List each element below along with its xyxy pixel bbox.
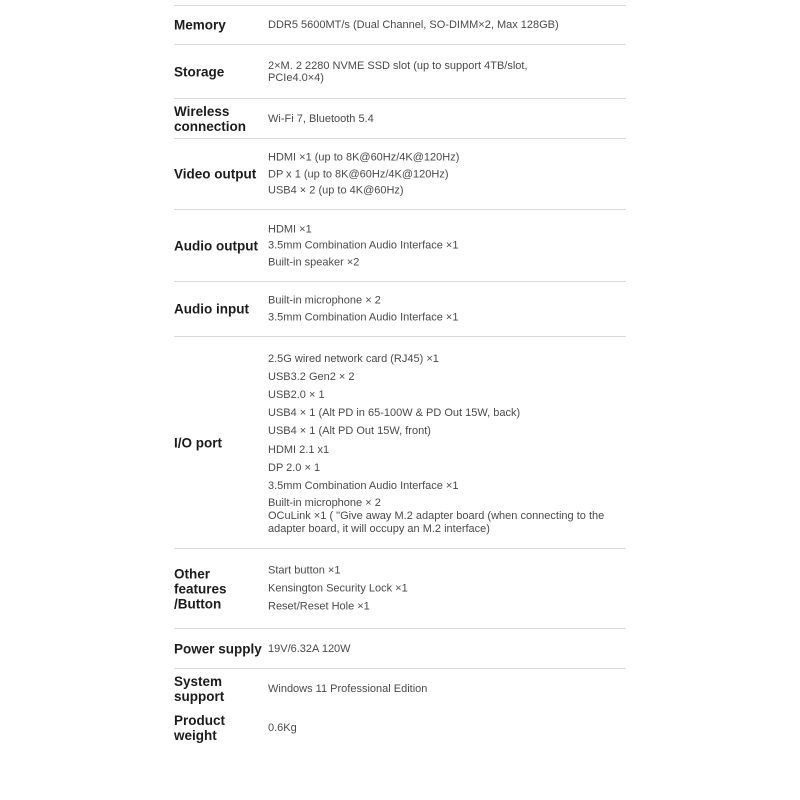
spec-label: Audio output (174, 238, 258, 253)
spec-value: 3.5mm Combination Audio Interface ×1 (268, 480, 459, 493)
spec-row-storage (174, 45, 626, 99)
spec-value: USB4 × 1 (Alt PD Out 15W, front) (268, 425, 431, 438)
spec-label: Power supply (174, 641, 262, 656)
spec-label: Product weight (174, 713, 226, 743)
spec-value: Reset/Reset Hole ×1 (268, 600, 370, 613)
spec-label: Other features /Button (174, 566, 227, 611)
spec-value: Start button ×1 (268, 564, 341, 577)
spec-label: Storage (174, 64, 225, 79)
spec-values (268, 60, 626, 84)
spec-row-wireless (174, 99, 626, 139)
spec-value: 3.5mm Combination Audio Interface ×1 (268, 311, 459, 323)
spec-values (268, 681, 626, 698)
spec-row-audio-input (174, 282, 626, 337)
spec-row-product-weight (174, 709, 626, 747)
spec-label: Wireless connection (174, 103, 247, 134)
spec-value: 19V/6.32A 120W (268, 642, 351, 655)
spec-row-video-output (174, 139, 626, 210)
spec-row-other-features (174, 549, 626, 629)
spec-label: I/O port (174, 435, 222, 450)
spec-value: OCuLink ×1 ( "Give away M.2 adapter board (when connecting to the adapter board, it will occupy an M.2 interface) (268, 510, 605, 535)
spec-values (268, 221, 626, 271)
spec-label: Video output (174, 166, 257, 182)
spec-table (174, 5, 626, 747)
spec-value: HDMI ×1 (268, 222, 312, 235)
spec-value: Built-in speaker ×2 (268, 255, 360, 268)
spec-label: Audio input (174, 301, 249, 317)
spec-value: DP 2.0 × 1 (268, 461, 321, 474)
spec-value: 0.6Kg (268, 721, 297, 734)
spec-values (268, 561, 626, 616)
spec-value: 2.5G wired network card (RJ45) ×1 (268, 352, 439, 365)
spec-value: DDR5 5600MT/s (Dual Channel, SO-DIMM×2, Max 128GB) (268, 18, 559, 31)
spec-value: HDMI 2.1 x1 (268, 443, 330, 456)
spec-row-power-supply (174, 629, 626, 669)
spec-value: Kensington Security Lock ×1 (268, 582, 408, 595)
spec-value: Wi-Fi 7, Bluetooth 5.4 (268, 112, 374, 125)
spec-label: System support (174, 674, 225, 704)
spec-row-system-support (174, 669, 626, 709)
spec-values (268, 110, 626, 127)
spec-values (268, 640, 626, 657)
spec-row-io-port (174, 337, 626, 549)
spec-value: Built-in microphone × 2 (268, 497, 381, 510)
spec-value: USB4 × 2 (up to 4K@60Hz) (268, 184, 404, 197)
spec-value: USB3.2 Gen2 × 2 (268, 370, 355, 383)
spec-value: 2×M. 2 2280 NVME SSD slot (up to support 4TB/slot, (268, 59, 528, 72)
spec-label: Memory (174, 17, 226, 33)
spec-value: HDMI ×1 (up to 8K@60Hz/4K@120Hz) (268, 151, 460, 164)
spec-row-memory (174, 6, 626, 45)
spec-value: Built-in microphone × 2 (268, 294, 381, 307)
spec-value: USB2.0 × 1 (268, 389, 325, 402)
spec-value: DP x 1 (up to 8K@60Hz/4K@120Hz) (268, 167, 449, 180)
spec-value: Windows 11 Professional Edition (268, 682, 428, 695)
spec-value: PCIe4.0×4) (268, 71, 324, 84)
spec-values (268, 350, 626, 536)
spec-values (268, 293, 626, 326)
spec-values (268, 149, 626, 199)
spec-value: USB4 × 1 (Alt PD in 65-100W & PD Out 15W, back) (268, 407, 521, 420)
spec-values (268, 720, 626, 737)
spec-values (268, 17, 626, 34)
spec-value: 3.5mm Combination Audio Interface ×1 (268, 239, 459, 252)
spec-row-audio-output (174, 210, 626, 282)
